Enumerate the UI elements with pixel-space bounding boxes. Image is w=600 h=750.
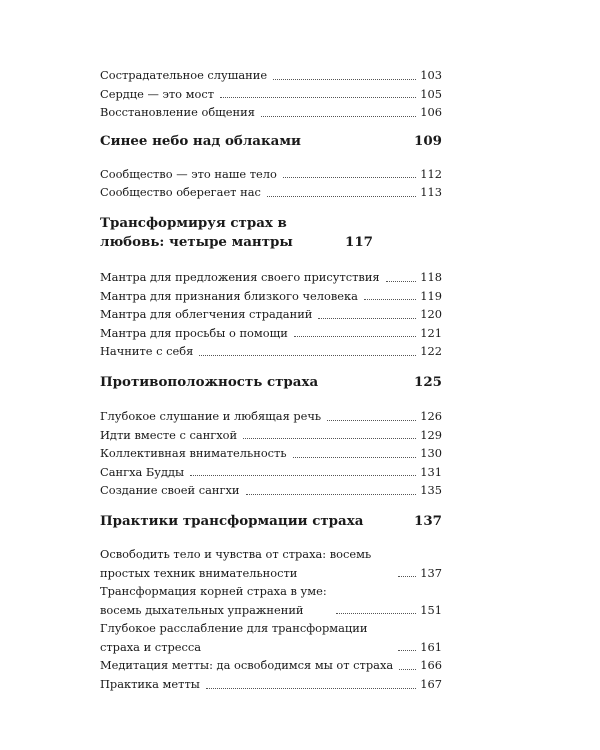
toc-chapter-page: 117	[345, 233, 373, 250]
toc-page-number: 131	[420, 464, 442, 479]
toc-entry-title: Сообщество оберегает нас	[100, 185, 261, 200]
toc-page-number: 161	[420, 639, 442, 654]
toc-page-number: 167	[420, 677, 442, 692]
dot-leader	[364, 299, 416, 300]
toc-entry	[100, 619, 442, 656]
table-of-contents	[100, 66, 442, 694]
toc-page-number: 122	[420, 344, 442, 359]
dot-leader	[293, 457, 417, 458]
toc-page-number: 135	[420, 483, 442, 498]
dot-leader	[327, 420, 416, 421]
toc-page-number: 106	[420, 105, 442, 120]
toc-page-number: 119	[420, 288, 442, 303]
toc-entry	[100, 305, 442, 324]
dot-leader	[199, 355, 416, 356]
dot-leader	[336, 613, 416, 614]
toc-entry-title: Трансформация корней страха в уме: восемь дыхательных упражнений	[100, 584, 327, 617]
toc-entry-title: Сердце — это мост	[100, 86, 215, 101]
toc-entry	[100, 103, 442, 122]
toc-page-number: 105	[420, 86, 442, 101]
dot-leader	[220, 97, 416, 98]
toc-page-number: 151	[420, 602, 442, 617]
toc-chapter-page: 137	[414, 512, 442, 529]
toc-page-number: 120	[420, 307, 442, 322]
toc-page-number: 118	[420, 269, 442, 284]
toc-entry-title: Создание своей сангхи	[100, 483, 240, 498]
toc-page-number: 166	[420, 658, 442, 673]
toc-chapter	[100, 512, 442, 531]
toc-entry	[100, 287, 442, 306]
toc-chapter	[100, 132, 442, 151]
toc-entry-title: Глубокое слушание и любящая речь	[100, 408, 322, 423]
toc-chapter-title: Практики трансформации страха	[100, 512, 364, 529]
dot-leader	[398, 576, 416, 577]
toc-entry-title: Мантра для просьбы о помощи	[100, 325, 288, 340]
toc-entry-title: Мантра для предложения своего присутствия	[100, 269, 380, 284]
dot-leader	[190, 475, 416, 476]
toc-page-number: 130	[420, 446, 442, 461]
toc-entry-title: Начните с себя	[100, 344, 194, 359]
dot-leader	[386, 281, 417, 282]
dot-leader	[267, 196, 416, 197]
dot-leader	[261, 116, 416, 117]
toc-entry	[100, 582, 442, 619]
toc-page-number: 103	[420, 68, 442, 82]
toc-entry-title: Сангха Будды	[100, 464, 185, 479]
toc-entry	[100, 268, 442, 287]
dot-leader	[273, 79, 416, 80]
toc-entry-title: Медитация метты: да освободимся мы от страха	[100, 658, 394, 673]
toc-chapter-title: Синее небо над облаками	[100, 132, 301, 149]
toc-chapter-title: Противоположность страха	[100, 373, 319, 390]
toc-entry-title: Сострадательное слушание	[100, 68, 268, 82]
toc-chapter-page: 125	[414, 373, 442, 390]
toc-entry	[100, 183, 442, 202]
dot-leader	[399, 669, 416, 670]
dot-leader	[294, 336, 416, 337]
toc-entry-title: Практика метты	[100, 677, 200, 692]
toc-page-number: 112	[420, 166, 442, 181]
toc-entry	[100, 545, 442, 582]
dot-leader	[246, 494, 417, 495]
toc-entry	[100, 324, 442, 343]
dot-leader	[283, 177, 416, 178]
toc-entry-title: Мантра для признания близкого человека	[100, 288, 358, 303]
toc-entry	[100, 463, 442, 482]
toc-entry	[100, 407, 442, 426]
dot-leader	[318, 318, 416, 319]
toc-entry-title: Восстановление общения	[100, 105, 255, 120]
toc-page-number: 129	[420, 427, 442, 442]
toc-chapter-title: Трансформируя страх в любовь: четыре мантры	[100, 214, 293, 250]
toc-page-number: 121	[420, 325, 442, 340]
toc-entry	[100, 342, 442, 361]
dot-leader	[206, 688, 416, 689]
dot-leader	[398, 650, 416, 651]
dot-leader	[243, 438, 416, 439]
toc-entry-title: Глубокое расслабление для трансформации страха и стресса	[100, 621, 368, 654]
toc-page-number: 113	[420, 185, 442, 200]
toc-entry	[100, 675, 442, 694]
toc-chapter-page: 109	[414, 132, 442, 149]
toc-entry-title: Сообщество — это наше тело	[100, 166, 277, 181]
toc-entry	[100, 444, 442, 463]
toc-entry-title: Идти вместе с сангхой	[100, 427, 238, 442]
toc-entry	[100, 426, 442, 445]
toc-page-number: 126	[420, 408, 442, 423]
toc-entry-title: Мантра для облегчения страданий	[100, 307, 313, 322]
toc-chapter	[100, 373, 442, 392]
toc-entry-title: Коллективная внимательность	[100, 446, 287, 461]
toc-chapter	[100, 214, 442, 252]
toc-entry	[100, 85, 442, 104]
toc-entry	[100, 481, 442, 500]
toc-entry	[100, 165, 442, 184]
toc-entry	[100, 656, 442, 675]
toc-page-number: 137	[420, 565, 442, 580]
toc-entry	[100, 66, 442, 85]
toc-entry-title: Освободить тело и чувства от страха: восемь простых техник внимательности	[100, 546, 372, 580]
